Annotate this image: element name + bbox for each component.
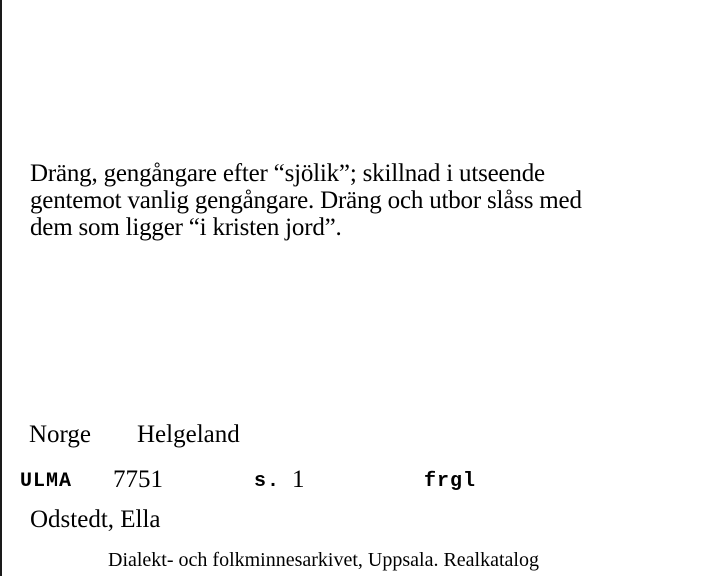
country-label: Norge [29,421,92,448]
archive-footer: Dialekt- och folkminnesarkivet, Uppsala. Realkatalog [108,549,539,571]
page-number: 1 [292,466,305,493]
description-line: dem som ligger “i kristen jord”. [30,214,342,241]
card-description [30,160,690,241]
description-line: Dräng, gengångare efter “sjölik”; skillnad i utseende [30,160,545,187]
type-code: frgl [424,470,477,493]
page-label: s. [254,470,281,493]
description-line: gentemot vanlig gengångare. Dräng och utbor slåss med [30,187,582,214]
region-label: Helgeland [137,421,240,448]
archive-code: ULMA [20,470,73,493]
informant-name: Odstedt, Ella [30,506,161,533]
record-number: 7751 [113,466,163,493]
card-left-border [0,0,2,576]
